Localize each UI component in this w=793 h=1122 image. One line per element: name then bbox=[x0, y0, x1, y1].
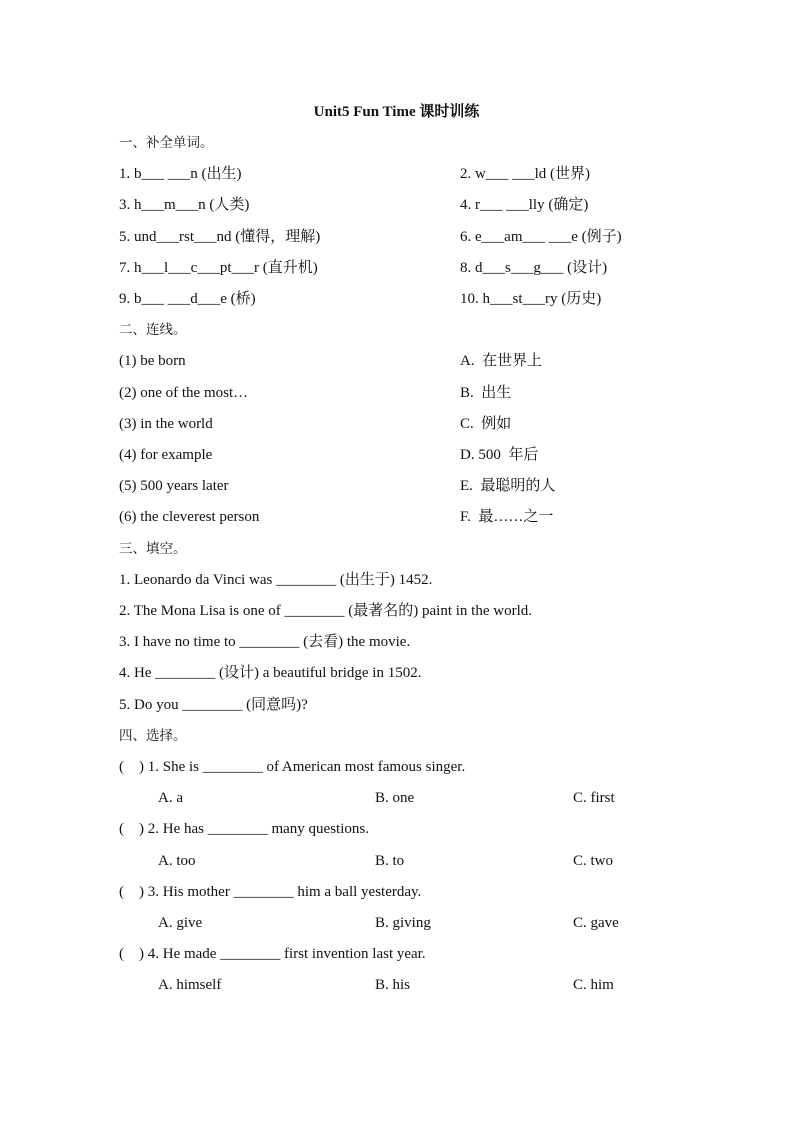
fill-blank-item: 5. Do you ________ (同意吗)? bbox=[119, 696, 308, 713]
choice-option: C. gave bbox=[573, 915, 619, 931]
word-item: 2. w___ ___ld (世界) bbox=[460, 166, 590, 183]
match-right-item: A. 在世界上 bbox=[460, 353, 543, 370]
choice-option: C. first bbox=[573, 790, 615, 807]
word-item: 3. h___m___n (人类) bbox=[119, 197, 250, 214]
section-heading: 一、补全单词。 bbox=[119, 135, 214, 151]
choice-question: ( ) 1. She is ________ of American most famous singer. bbox=[119, 759, 466, 775]
match-left-item: (6) the cleverest person bbox=[119, 509, 260, 526]
word-item: 9. b___ ___d___e (桥) bbox=[119, 291, 256, 307]
word-item: 7. h___l___c___pt___r (直升机) bbox=[119, 259, 318, 276]
match-right-item: B. 出生 bbox=[460, 384, 512, 401]
choice-question: ( ) 4. He made ________ first invention last year. bbox=[119, 946, 426, 963]
word-item: 10. h___st___ry (历史) bbox=[460, 291, 602, 307]
match-right-item: C. 例如 bbox=[460, 415, 512, 432]
choice-option: B. to bbox=[375, 852, 405, 869]
fill-blank-item: 2. The Mona Lisa is one of ________ (最著名的) paint in the world. bbox=[119, 603, 532, 619]
choice-option: A. himself bbox=[158, 977, 222, 994]
match-left-item: (1) be born bbox=[119, 353, 186, 370]
section-heading: 四、选择。 bbox=[119, 727, 187, 744]
word-item: 5. und___rst___nd (懂得，理解) bbox=[119, 228, 321, 245]
page-title: Unit5 Fun Time 课时训练 bbox=[313, 104, 480, 120]
word-item: 4. r___ ___lly (确定) bbox=[460, 197, 589, 214]
match-left-item: (2) one of the most… bbox=[119, 384, 249, 401]
fill-blank-item: 1. Leonardo da Vinci was ________ (出生于) 1452. bbox=[119, 571, 433, 588]
choice-option: A. a bbox=[158, 790, 183, 807]
match-left-item: (3) in the world bbox=[119, 415, 213, 432]
fill-blank-item: 4. He ________ (设计) a beautiful bridge in 1502. bbox=[119, 665, 422, 682]
section-heading: 二、连线。 bbox=[119, 322, 187, 339]
match-left-item: (5) 500 years later bbox=[119, 478, 229, 495]
match-left-item: (4) for example bbox=[119, 447, 213, 463]
section-heading: 三、填空。 bbox=[119, 540, 187, 557]
choice-option: B. one bbox=[375, 790, 415, 807]
choice-option: B. giving bbox=[375, 915, 431, 931]
match-right-item: F. 最……之一 bbox=[460, 509, 554, 526]
word-item: 1. b___ ___n (出生) bbox=[119, 166, 242, 183]
word-item: 8. d___s___g___ (设计) bbox=[460, 259, 608, 276]
fill-blank-item: 3. I have no time to ________ (去看) the movie. bbox=[119, 634, 411, 651]
choice-question: ( ) 3. His mother ________ him a ball yesterday. bbox=[119, 883, 422, 900]
choice-option: C. him bbox=[573, 977, 614, 994]
choice-option: A. too bbox=[158, 852, 196, 869]
choice-question: ( ) 2. He has ________ many questions. bbox=[119, 821, 369, 838]
word-item: 6. e___am___ ___e (例子) bbox=[460, 228, 622, 245]
match-right-item: E. 最聪明的人 bbox=[460, 478, 556, 495]
choice-option: A. give bbox=[158, 915, 203, 931]
choice-option: B. his bbox=[375, 977, 411, 994]
choice-option: C. two bbox=[573, 852, 614, 869]
match-right-item: D. 500 年后 bbox=[460, 447, 539, 463]
